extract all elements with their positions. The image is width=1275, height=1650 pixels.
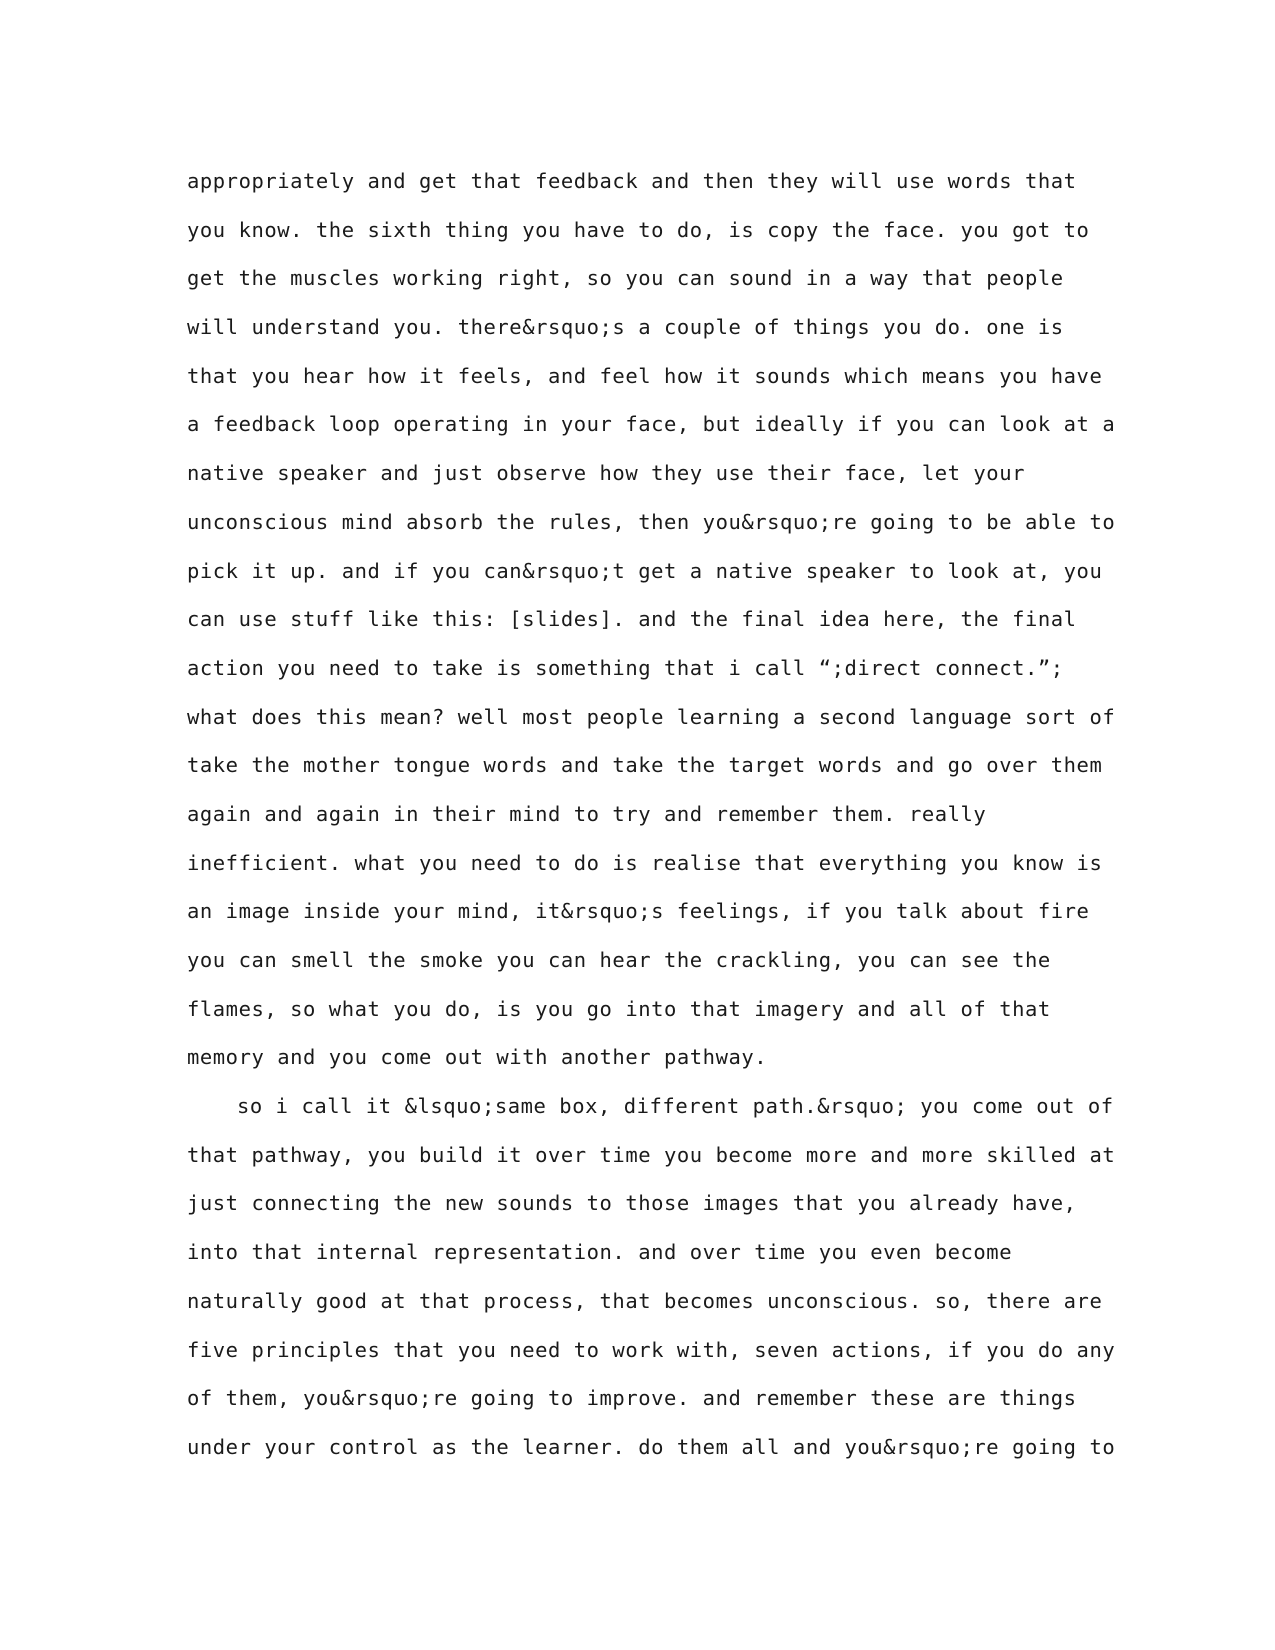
text-line: that you hear how it feels, and feel how it sounds which means you have <box>187 363 1103 388</box>
text-line: will understand you. there&rsquo;s a couple of things you do. one is <box>187 315 1064 340</box>
text-line: take the mother tongue words and take the target words and go over them <box>187 753 1103 778</box>
text-line: an image inside your mind, it&rsquo;s feelings, if you talk about fire <box>187 899 1090 924</box>
text-line: action you need to take is something that i call “;direct connect.”; <box>187 655 1064 680</box>
text-line: that pathway, you build it over time you become more and more skilled at <box>187 1142 1116 1167</box>
paragraph-1 <box>187 157 1116 1082</box>
text-line: so i call it &lsquo;same box, different path.&rsquo; you come out of <box>237 1094 1114 1119</box>
text-line: just connecting the new sounds to those images that you already have, <box>187 1191 1077 1216</box>
text-line: flames, so what you do, is you go into that imagery and all of that <box>187 996 1051 1021</box>
text-line: inefficient. what you need to do is realise that everything you know is <box>187 850 1103 875</box>
paragraph-2 <box>187 1082 1116 1472</box>
text-line: into that internal representation. and over time you even become <box>187 1240 1013 1265</box>
text-line: a feedback loop operating in your face, but ideally if you can look at a <box>187 412 1116 437</box>
text-line: of them, you&rsquo;re going to improve. and remember these are things <box>187 1386 1077 1411</box>
text-line: you can smell the smoke you can hear the crackling, you can see the <box>187 948 1051 972</box>
text-line: unconscious mind absorb the rules, then you&rsquo;re going to be able to <box>187 509 1116 534</box>
text-line: naturally good at that process, that becomes unconscious. so, there are <box>187 1288 1103 1313</box>
text-line: under your control as the learner. do them all and you&rsquo;re going to <box>187 1434 1116 1459</box>
text-line: appropriately and get that feedback and then they will use words that <box>187 169 1077 193</box>
text-line: native speaker and just observe how they use their face, let your <box>187 461 1025 486</box>
text-line: get the muscles working right, so you can sound in a way that people <box>187 266 1064 291</box>
text-line: again and again in their mind to try and remember them. really <box>187 801 987 826</box>
text-line: what does this mean? well most people learning a second language sort of <box>187 704 1116 729</box>
text-line: pick it up. and if you can&rsquo;t get a native speaker to look at, you <box>187 558 1103 583</box>
text-line: memory and you come out with another pathway. <box>187 1045 768 1070</box>
document-body <box>187 157 1116 1472</box>
text-line: you know. the sixth thing you have to do, is copy the face. you got to <box>187 217 1090 242</box>
text-line: can use stuff like this: [slides]. and the final idea here, the final <box>187 607 1077 632</box>
text-line: five principles that you need to work with, seven actions, if you do any <box>187 1337 1116 1362</box>
